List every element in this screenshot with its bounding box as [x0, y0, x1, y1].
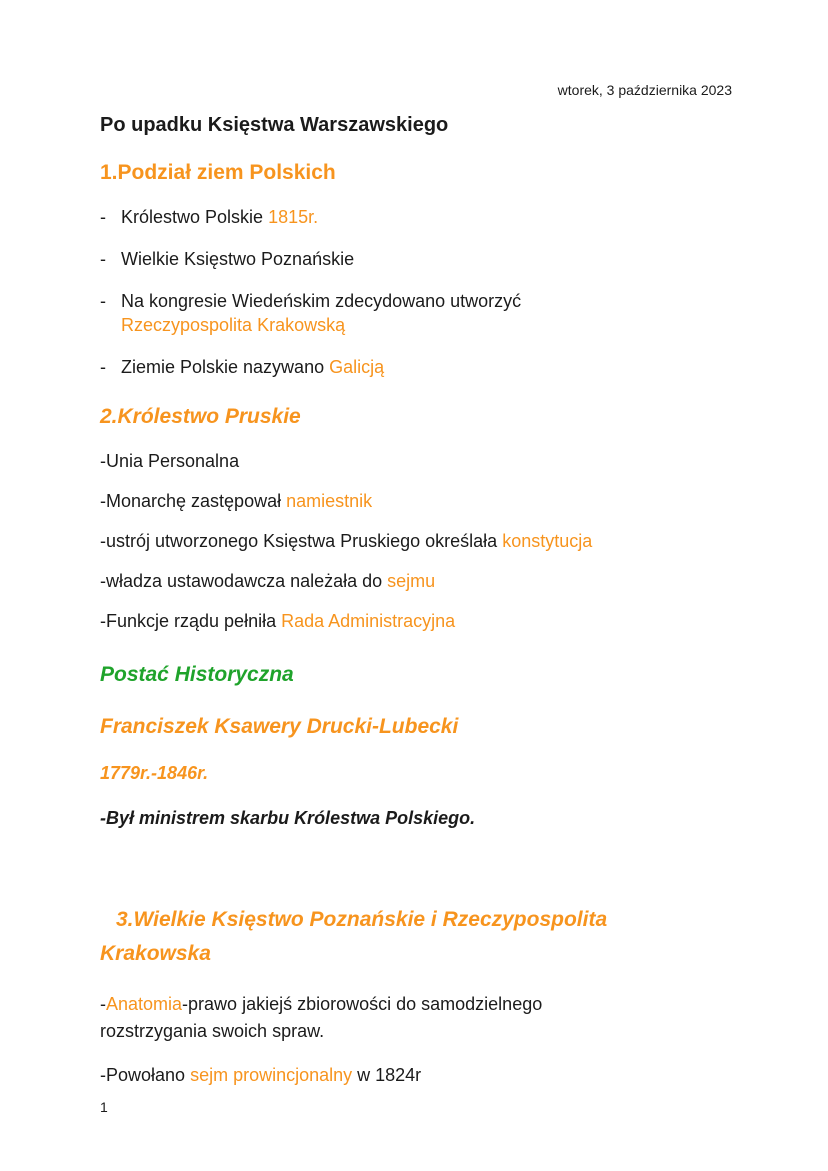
bullet-text — [121, 289, 521, 337]
highlight-segment: 1815r. — [268, 207, 319, 227]
person-dates: 1779r.-1846r. — [100, 763, 209, 783]
text-segment: -ustrój utworzonego Księstwa Pruskiego określała — [100, 531, 503, 551]
text-segment: -Monarchę zastępował — [100, 491, 287, 511]
note-line — [100, 529, 732, 553]
date-line: wtorek, 3 października 2023 — [557, 82, 732, 98]
text-segment: Ziemie Polskie nazywano — [121, 357, 330, 377]
bullet-item — [100, 289, 732, 337]
text-segment: - — [100, 994, 106, 1014]
text-segment: -Unia Personalna — [100, 451, 240, 471]
heading-line: Krakowska — [100, 942, 211, 965]
note-title: Po upadku Księstwa Warszawskiego — [100, 114, 449, 136]
person-name: Franciszek Ksawery Drucki-Lubecki — [100, 715, 459, 738]
highlight-segment: Rada Administracyjna — [281, 611, 456, 631]
bullet-text — [121, 355, 384, 379]
highlight-segment: Galicją — [329, 357, 385, 377]
bullet-dash: - — [100, 249, 106, 269]
text-segment: Wielkie Księstwo Poznańskie — [121, 249, 355, 269]
text-segment: -Powołano — [100, 1065, 191, 1085]
note-line — [100, 449, 732, 473]
text-segment: -prawo jakiejś zbiorowości do samodzielnego rozstrzygania swoich spraw. — [100, 994, 543, 1041]
page-number: 1 — [100, 1099, 108, 1115]
person-description: -Był ministrem skarbu Królestwa Polskiego. — [100, 808, 476, 828]
bullet-item — [100, 355, 732, 379]
highlight-segment: konstytucja — [502, 531, 593, 551]
section-1-heading: 1.Podział ziem Polskich — [100, 161, 336, 184]
bullet-dash: - — [100, 357, 106, 377]
text-segment: w 1824r — [352, 1065, 422, 1085]
highlight-segment: sejm prowincjonalny — [190, 1065, 353, 1085]
note-line — [100, 609, 732, 633]
note-line — [100, 489, 732, 513]
bullet-text — [121, 247, 354, 271]
text-segment: Królestwo Polskie — [121, 207, 269, 227]
note-line — [100, 1063, 732, 1087]
bullet-text — [121, 205, 318, 229]
person-section-heading: Postać Historyczna — [100, 663, 294, 686]
highlight-segment: sejmu — [387, 571, 436, 591]
section-3-heading — [100, 903, 732, 971]
bullet-dash: - — [100, 291, 106, 311]
bullet-dash: - — [100, 207, 106, 227]
highlight-segment: Rzeczypospolita Krakowską — [121, 315, 346, 335]
bullet-item — [100, 247, 732, 271]
highlight-segment: namiestnik — [286, 491, 373, 511]
note-line — [100, 991, 620, 1045]
note-line — [100, 569, 732, 593]
highlight-segment: Anatomia — [106, 994, 183, 1014]
text-segment: -władza ustawodawcza należała do — [100, 571, 388, 591]
section-2-heading: 2.Królestwo Pruskie — [100, 405, 301, 428]
bullet-item — [100, 205, 732, 229]
heading-line: 3.Wielkie Księstwo Poznańskie i Rzeczypospolita — [116, 908, 608, 931]
text-segment: -Funkcje rządu pełniła — [100, 611, 282, 631]
text-segment: Na kongresie Wiedeńskim zdecydowano utworzyć — [121, 291, 522, 311]
